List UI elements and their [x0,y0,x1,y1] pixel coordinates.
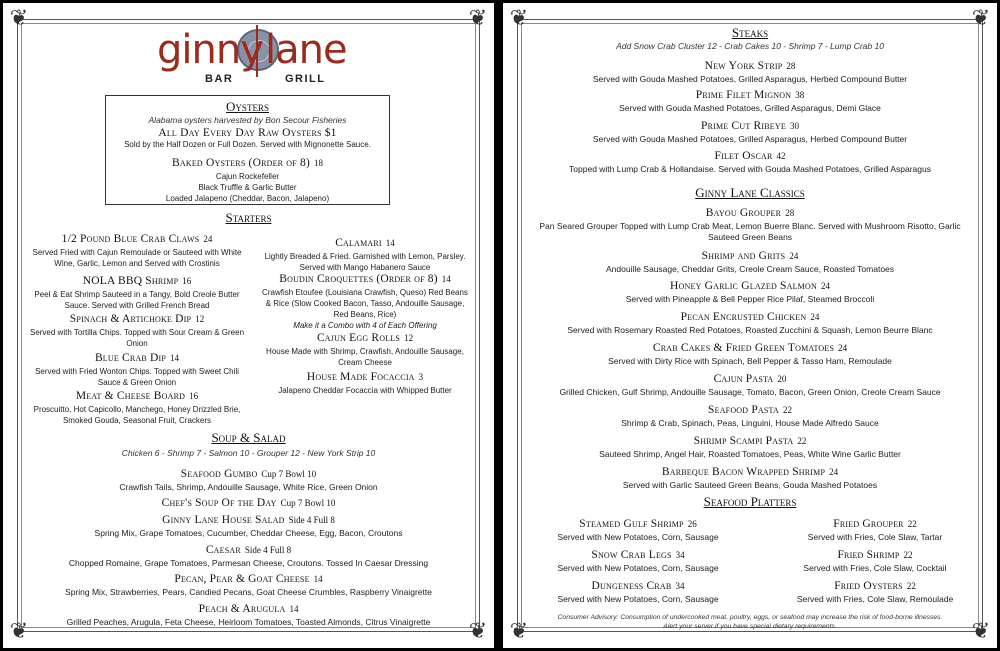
item-name: Cajun Pasta [713,373,774,385]
menu-item [775,576,975,605]
item-price: 22 [797,436,807,446]
item-name: NOLA BBQ Shrimp [82,275,179,287]
item-name: Pecan Encrusted Chicken [680,311,807,323]
menu-item [23,510,474,539]
menu-item [523,56,977,85]
menu-item [523,116,977,145]
item-name: Fried Oysters [834,580,903,592]
item-desc: Served with Gouda Mashed Potatoes, Grilled Asparagus, Herbed Compound Butter [592,134,908,144]
item-price: 28 [786,61,796,71]
menu-item [27,386,247,426]
item-name: Ginny Lane House Salad [162,514,285,526]
item-desc: Served with Rosemary Roasted Red Potatoes, Roasted Zucchini & Squash, Lemon Beurre Blanc [567,325,933,335]
item-name: Bayou Grouper [705,207,782,219]
advisory-line: Alert your server if you have special dietary requirements. [663,623,837,630]
section-title: Seafood Platters [703,494,797,509]
menu-item [23,540,474,569]
item-desc: Served with New Potatoes, Corn, Sausage [557,594,719,604]
item-desc: Spring Mix, Strawberries, Pears, Candied Pecans, Goat Cheese Crumbles, Raspberry Vinaigrette [65,587,432,597]
item-name: Calamari [335,237,382,249]
item-desc: Lightly Breaded & Fried. Garnished with Lemon, Parsley. Served with Mango Habanero Sauce [264,252,466,272]
item-desc: Served with Fries, Cole Slaw, Tartar [807,532,943,542]
item-price: 24 [820,281,830,291]
menu-item [523,338,977,367]
section-addons: Chicken 6 - Shrimp 7 - Salmon 10 - Grouper 12 - New York Strip 10 [121,448,376,458]
menu-item [533,545,743,574]
item-desc: Andouille Sausage, Cheddar Grits, Creole Cream Sauce, Roasted Tomatoes [605,264,895,274]
flourish-corner-icon: ❦ [468,619,488,644]
menu-item [775,545,975,574]
item-price: 38 [795,90,805,100]
item-name: Seafood Pasta [708,404,779,416]
item-name: 1/2 Pound Blue Crab Claws [61,233,200,245]
advisory-line: Consumer Advisory: Consumption of undercooked meat, poultry, eggs, or seafood may increase the risk of food-borne illnesses. [557,614,943,621]
item-price: 22 [903,550,913,560]
item-price: 3 [418,372,424,382]
item-name: All Day Every Day Raw Oysters $1 [158,127,337,139]
menu-item [775,514,975,543]
item-desc: Peel & Eat Shrimp Sauteed in a Tangy, Bold Creole Butter Sauce. Served with Grilled French Bread [34,290,240,310]
item-desc: Served with Gouda Mashed Potatoes, Grilled Asparagus, Herbed Compound Butter [592,74,908,84]
item-name: Dungeness Crab [591,580,672,592]
flourish-corner-icon: ❦ [9,6,29,31]
item-price: 42 [776,151,786,161]
item-name: Fried Shrimp [837,549,900,561]
menu-item [259,328,471,368]
item-desc: Served with Tortilla Chips. Topped with Sour Cream & Green Onion [29,328,245,348]
item-price: 30 [789,121,799,131]
section-title: Starters [225,210,272,225]
item-name: Shrimp Scampi Pasta [693,435,794,447]
item-desc: Served Fried with Cajun Remoulade or Sauteed with White Wine, Garlic, Lemon and Served with Crostinis [32,248,242,268]
menu-item [27,229,247,269]
logo-sub-bar: BAR [205,73,234,85]
item-name: Prime Cut Ribeye [701,120,786,132]
logo-word-ginny: ginny [157,27,263,73]
item-name: Baked Oysters (Order of 8) [172,157,310,169]
item-price: 14 [289,604,299,614]
item-desc: Grilled Chicken, Gulf Shrimp, Andouille Sausage, Tomato, Bacon, Green Onion, Creole Cream Sauce [559,387,941,397]
item-name: Boudin Croquettes (Order of 8) [279,273,438,285]
item-desc: Served with Fries, Cole Slaw, Cocktail [803,563,947,573]
item-price: Side 4 Full 8 [244,545,292,555]
section-subtitle: Alabama oysters harvested by Bon Secour Fisheries [148,115,347,125]
item-name: House Made Focaccia [306,371,415,383]
item-name: Peach & Arugula [198,603,286,615]
menu-item [27,309,247,349]
item-desc: Spring Mix, Grape Tomatoes, Cucumber, Cheddar Cheese, Egg, Bacon, Croutons [94,528,403,538]
item-option: Loaded Jalapeno (Cheddar, Bacon, Jalapeno) [165,194,330,203]
flourish-corner-icon: ❦ [509,6,529,31]
menu-page-right [503,3,997,648]
menu-item [523,276,977,305]
item-name: Caesar [205,544,241,556]
item-desc: Served with Dirty Rice with Spinach, Bell Pepper & Tasso Ham, Remoulade [608,356,892,366]
menu-item [523,369,977,398]
item-desc: Served with Garlic Sauteed Green Beans, Gouda Mashed Potatoes [622,480,878,490]
menu-item [523,462,977,491]
menu-item [259,233,471,273]
section-title: Steaks [731,25,769,40]
item-option: Cajun Rockefeller [215,172,280,181]
section-addons: Add Snow Crab Cluster 12 - Crab Cakes 10 - Shrimp 7 - Lump Crab 10 [616,41,884,51]
item-name: New York Strip [704,60,783,72]
menu-item [533,576,743,605]
item-price: 24 [203,234,213,244]
item-desc: Grilled Peaches, Arugula, Feta Cheese, Heirloom Tomatoes, Toasted Almonds, Citrus Vinaigrette [66,617,431,627]
item-price: 14 [170,353,180,363]
item-price: Side 4 Full 8 [288,515,335,525]
item-desc: Chopped Romaine, Grape Tomatoes, Parmesan Cheese, Croutons. Tossed In Caesar Dressing [68,558,429,568]
item-desc: Sold by the Half Dozen or Full Dozen. Served with Mignonette Sauce. [124,140,371,149]
item-price: 14 [441,274,451,284]
item-desc: Crawfish Etoufee (Louisiana Crawfish, Queso) Red Beans & Rice (Slow Cooked Bacon, Tasso, Andouille Sausage, Red Beans, Rice) [262,288,468,319]
item-desc: Sauteed Shrimp, Angel Hair, Roasted Tomatoes, Peas, White Wine Garlic Butter [599,449,901,459]
item-name: Snow Crab Legs [591,549,672,561]
item-desc: Proscuitto, Hot Capicollo, Manchego, Honey Drizzled Brie, Smoked Gouda, Seasonal Fruit, Crackers [33,405,241,425]
item-name: Cajun Egg Rolls [316,332,401,344]
item-price: 28 [785,208,795,218]
menu-item [23,493,474,511]
item-option: Black Truffle & Garlic Butter [198,183,297,192]
menu-item [259,367,471,396]
item-price: 14 [313,574,323,584]
item-desc: Served with Fried Wonton Chips. Topped with Sweet Chili Sauce & Green Onion [35,367,239,387]
flourish-corner-icon: ❦ [468,6,488,31]
logo-word-lane: lane [265,27,347,73]
flourish-corner-icon: ❦ [971,619,991,644]
item-price: 22 [782,405,792,415]
item-name: Honey Garlic Glazed Salmon [670,280,817,292]
item-desc: Served with Fries, Cole Slaw, Remoulade [796,594,954,604]
item-name: Blue Crab Dip [94,352,167,364]
item-name: Prime Filet Mignon [695,89,792,101]
item-desc: Served with New Potatoes, Corn, Sausage [557,532,719,542]
item-name: Spinach & Artichoke Dip [69,313,192,325]
item-name: Barbeque Bacon Wrapped Shrimp [661,466,826,478]
item-price: 20 [777,374,787,384]
menu-item [23,569,474,598]
item-price: 24 [829,467,839,477]
item-name: Filet Oscar [714,150,773,162]
menu-item [523,246,977,275]
item-desc: Served with Gouda Mashed Potatoes, Grilled Asparagus, Demi Glace [619,103,881,113]
item-name: Steamed Gulf Shrimp [579,518,684,530]
logo-sub-grill: GRILL [285,73,326,85]
item-price: 12 [404,333,414,343]
item-price: 34 [675,550,685,560]
item-price: 14 [385,238,395,248]
menu-item [523,307,977,336]
item-name: Shrimp and Grits [701,250,786,262]
flourish-corner-icon: ❦ [971,6,991,31]
item-name: Seafood Gumbo [180,468,258,480]
item-name: Chef's Soup Of the Day [161,497,277,509]
item-price: 24 [810,312,820,322]
item-name: Meat & Cheese Board [75,390,186,402]
item-desc: Served with Pineapple & Bell Pepper Rice Pilaf, Steamed Broccoli [625,294,875,304]
item-desc: Crawfish Tails, Shrimp, Andouille Sausage, White Rice, Green Onion [119,482,378,492]
menu-item [533,514,743,543]
menu-item [27,348,247,388]
menu-item [23,599,474,628]
restaurant-logo [153,25,353,89]
item-name: Crab Cakes & Fried Green Tomatoes [652,342,835,354]
item-price: Cup 7 Bowl 10 [261,469,317,479]
item-desc: Served with New Potatoes, Corn, Sausage [557,563,719,573]
menu-item [259,269,471,331]
item-price: 16 [189,391,199,401]
consumer-advisory [533,613,967,631]
menu-item [525,203,975,243]
item-desc: Jalapeno Cheddar Focaccia with Whipped Butter [278,386,452,395]
item-note: Make it a Combo with 4 of Each Offering [293,321,437,330]
item-name: Fried Grouper [833,518,904,530]
item-price: 22 [907,519,917,529]
flourish-corner-icon: ❦ [9,619,29,644]
menu-page-left [3,3,494,648]
menu-item [523,85,977,114]
item-price: Cup 7 Bowl 10 [280,498,336,508]
item-price: 22 [906,581,916,591]
flourish-corner-icon: ❦ [509,619,529,644]
menu-item [23,464,474,493]
item-price: 18 [313,158,323,168]
menu-item [106,153,389,171]
item-name: Pecan, Pear & Goat Cheese [174,573,310,585]
menu-item [523,146,977,175]
menu-item [523,400,977,429]
item-price: 26 [687,519,697,529]
oysters-section [105,95,390,205]
section-title: Soup & Salad [211,430,286,445]
item-price: 12 [195,314,205,324]
section-title: Ginny Lane Classics [695,185,805,200]
item-desc: Shrimp & Crab, Spinach, Peas, Linguini, House Made Alfredo Sauce [621,418,879,428]
item-desc: House Made with Shrimp, Crawfish, Andouille Sausage, Cream Cheese [266,347,464,367]
item-desc: Pan Seared Grouper Topped with Lump Crab Meat, Lemon Buerre Blanc. Served with Mushroom Risotto, Garlic Sauteed Green Beans [539,221,961,242]
menu-item [523,431,977,460]
menu-item [27,271,247,311]
item-price: 24 [789,251,799,261]
item-price: 24 [838,343,848,353]
item-desc: Topped with Lump Crab & Hollandaise. Served with Gouda Mashed Potatoes, Grilled Asparagus [569,164,931,174]
item-price: 16 [182,276,192,286]
item-price: 34 [675,581,685,591]
section-title: Oysters [226,99,269,114]
